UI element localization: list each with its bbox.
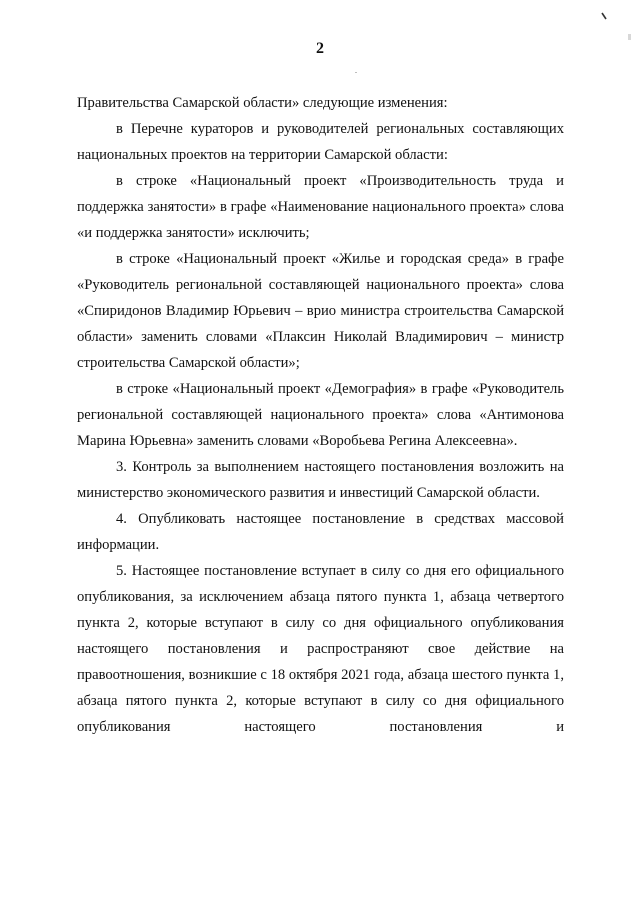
paragraph-list-intro: в Перечне кураторов и руководителей региональных составляющих национальных проектов на территории Самарской области: xyxy=(77,121,564,163)
paragraph-demography-project: в строке «Национальный проект «Демография» в графе «Руководитель региональной составляющей национального проекта» слова «Антимонова Марина Юрьевна» заменить словами «Воробьева Регина Алексеевна». xyxy=(77,381,564,449)
page-number: 2 xyxy=(316,40,324,57)
paragraph-item-5: 5. Настоящее постановление вступает в силу со дня его официального опубликования, за исключением абзаца пятого пункта 1, абзаца четвертого пункта 2, которые вступают в силу со дня официального опубликования настоящего постановления и распространяют свое действие на правоотношения, возникшие с 18 октября 2021 года, абзаца шестого пункта 1, абзаца пятого пункта 2, которые вступают в силу со дня официального опубликования настоящего постановления и xyxy=(77,563,564,735)
paragraph-productivity-project: в строке «Национальный проект «Производительность труда и поддержка занятости» в графе «Наименование национального проекта» слова «и поддержка занятости» исключить; xyxy=(77,173,564,241)
paragraph-housing-project: в строке «Национальный проект «Жилье и городская среда» в графе «Руководитель региональной составляющей национального проекта» слова «Спиридонов Владимир Юрьевич – врио министра строительства Самарской области» заменить словами «Плаксин Николай Владимирович – министр строительства Самарской области»; xyxy=(77,251,564,371)
scan-mark xyxy=(601,12,607,20)
document-body xyxy=(77,90,564,740)
paragraph-continuation: Правительства Самарской области» следующие изменения: xyxy=(77,95,448,111)
paragraph-item-4: 4. Опубликовать настоящее постановление в средствах массовой информации. xyxy=(77,511,564,553)
paragraph-item-3: 3. Контроль за выполнением настоящего постановления возложить на министерство экономического развития и инвестиций Самарской области. xyxy=(77,459,564,501)
scan-speck xyxy=(355,72,357,73)
